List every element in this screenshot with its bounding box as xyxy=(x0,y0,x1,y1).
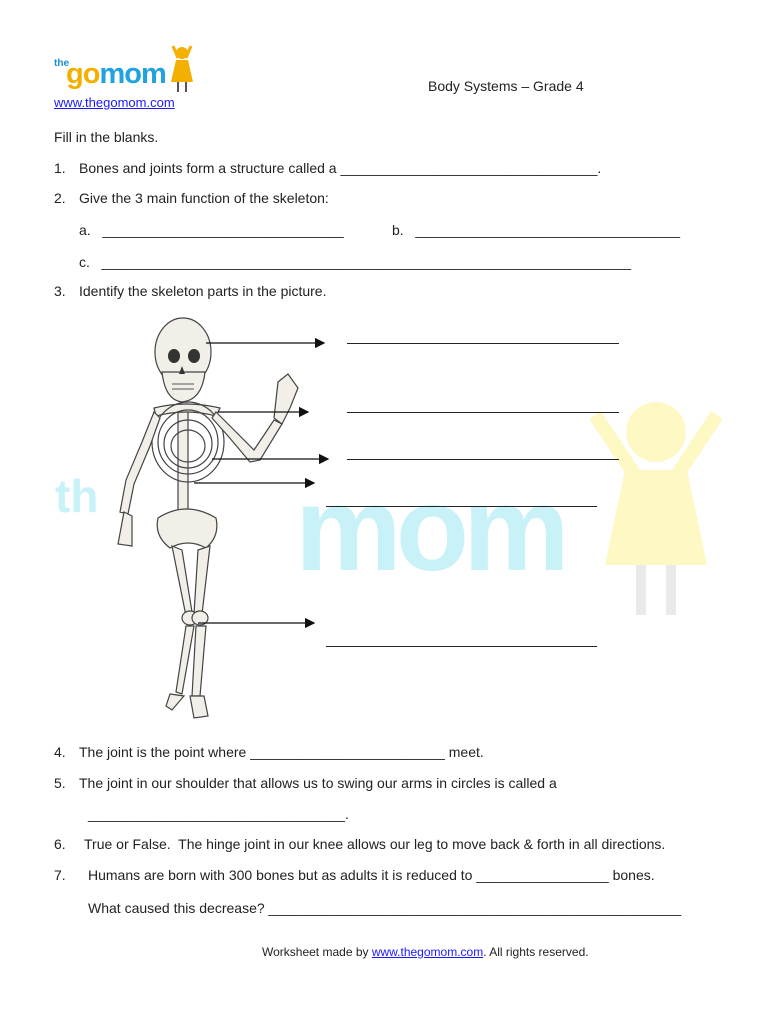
q5-text: The joint in our shoulder that allows us to swing our arms in circles is called a xyxy=(79,775,557,791)
q6-number: 6. xyxy=(54,836,66,852)
logo-wordmark: gomom xyxy=(66,58,166,90)
q4-number: 4. xyxy=(54,744,66,760)
q4-text: The joint is the point where _________________________ meet. xyxy=(79,744,484,760)
footer-link[interactable]: www.thegomom.com xyxy=(371,945,484,959)
q1-text: Bones and joints form a structure called a _________________________________. xyxy=(79,160,602,176)
label-arrows xyxy=(190,330,630,640)
answer-line-4 xyxy=(326,506,597,507)
q5-answer: _________________________________. xyxy=(88,806,349,822)
answer-line-2 xyxy=(347,412,619,413)
footer-suffix: . All rights reserved. xyxy=(483,945,589,959)
q2-answer-c: c. ____________________________________________________________________ xyxy=(79,254,632,270)
logo-figure-icon xyxy=(170,44,200,96)
answer-line-1 xyxy=(347,343,619,344)
q7-text: Humans are born with 300 bones but as adults it is reduced to _________________ bones. xyxy=(88,867,655,883)
q6-text: True or False. The hinge joint in our knee allows our leg to move back & forth in all directions. xyxy=(84,836,666,852)
logo-the: the xyxy=(54,58,69,69)
q3-text: Identify the skeleton parts in the picture. xyxy=(79,283,327,299)
q1-number: 1. xyxy=(54,160,66,176)
q2-text: Give the 3 main function of the skeleton: xyxy=(79,190,329,206)
q2-answer-b: b. __________________________________ xyxy=(392,222,681,238)
footer-prefix: Worksheet made by xyxy=(262,945,372,959)
watermark-text-main: mom xyxy=(295,462,564,596)
page-title: Body Systems – Grade 4 xyxy=(428,78,584,94)
q7-followup: What caused this decrease? _____________________________________________________ xyxy=(88,900,682,916)
instructions: Fill in the blanks. xyxy=(54,129,159,145)
q2-number: 2. xyxy=(54,190,66,206)
q2-answer-a: a. _______________________________ xyxy=(79,222,344,238)
answer-line-5 xyxy=(326,646,597,647)
q5-number: 5. xyxy=(54,775,66,791)
website-link[interactable]: www.thegomom.com xyxy=(54,95,175,110)
brand-logo xyxy=(54,44,204,96)
footer xyxy=(262,944,589,960)
answer-line-3 xyxy=(347,459,619,460)
watermark-text-left: th xyxy=(55,470,99,522)
q3-number: 3. xyxy=(54,283,66,299)
q7-number: 7. xyxy=(54,867,66,883)
